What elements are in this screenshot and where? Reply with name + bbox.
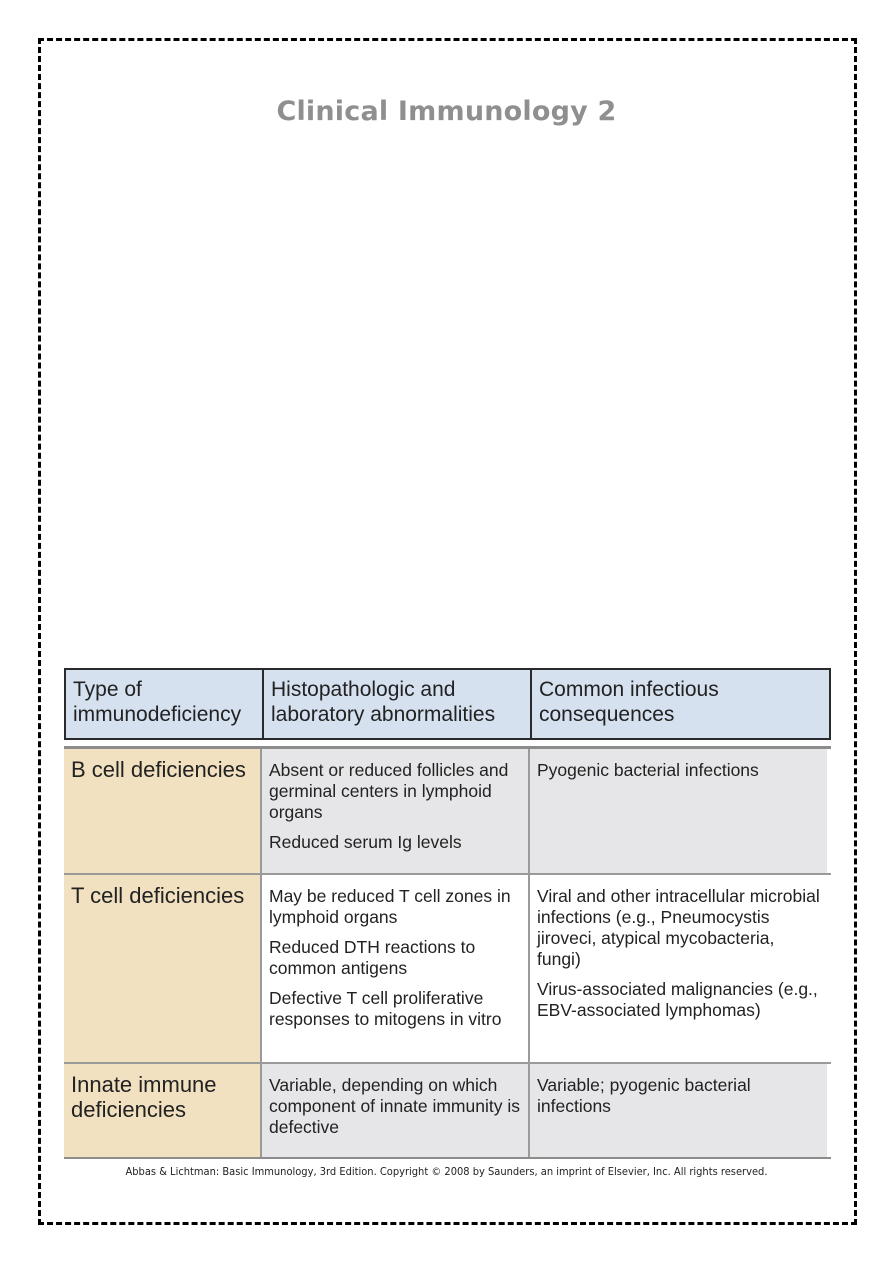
row-type: Innate immune deficiencies xyxy=(64,1064,262,1157)
abnormality-text: Reduced DTH reactions to common antigens xyxy=(269,937,476,978)
table-row xyxy=(64,749,831,875)
table-row xyxy=(64,1064,831,1157)
row-consequences xyxy=(530,749,827,873)
row-abnormalities xyxy=(262,875,530,1062)
abnormality-text: Reduced serum Ig levels xyxy=(269,832,462,852)
row-consequences xyxy=(530,875,827,1062)
immunodeficiency-table xyxy=(64,668,831,1159)
header-consequences: Common infectious consequences xyxy=(539,678,719,726)
abnormality-text: Variable, depending on which component of innate immunity is defective xyxy=(269,1075,520,1137)
row-abnormalities xyxy=(262,1064,530,1157)
table-row xyxy=(64,875,831,1064)
consequence-text: Viral and other intracellular microbial infections (e.g., Pneumocystis jiroveci, atypical mycobacteria, fungi) xyxy=(537,886,820,969)
abnormality-text: May be reduced T cell zones in lymphoid organs xyxy=(269,886,511,927)
table-header-row xyxy=(64,668,831,740)
row-abnormalities xyxy=(262,749,530,873)
header-abnormalities: Histopathologic and laboratory abnormalities xyxy=(264,670,532,738)
consequence-text: Pyogenic bacterial infections xyxy=(537,760,759,780)
page-title: Clinical Immunology 2 xyxy=(276,96,617,127)
consequence-text: Variable; pyogenic bacterial infections xyxy=(537,1075,751,1116)
abnormality-text: Absent or reduced follicles and germinal centers in lymphoid organs xyxy=(269,760,509,822)
row-type: T cell deficiencies xyxy=(64,875,262,1062)
header-type: Type of immunodeficiency xyxy=(66,670,264,738)
abnormality-text: Defective T cell proliferative responses to mitogens in vitro xyxy=(269,988,502,1029)
copyright-citation: Abbas & Lichtman: Basic Immunology, 3rd Edition. Copyright © 2008 by Saunders, an imprint of Elsevier, Inc. All rights reserved. xyxy=(125,1165,768,1178)
table-body xyxy=(64,746,831,1159)
row-type: B cell deficiencies xyxy=(64,749,262,873)
consequence-text: Virus-associated malignancies (e.g., EBV-associated lymphomas) xyxy=(537,979,818,1020)
row-consequences xyxy=(530,1064,827,1157)
